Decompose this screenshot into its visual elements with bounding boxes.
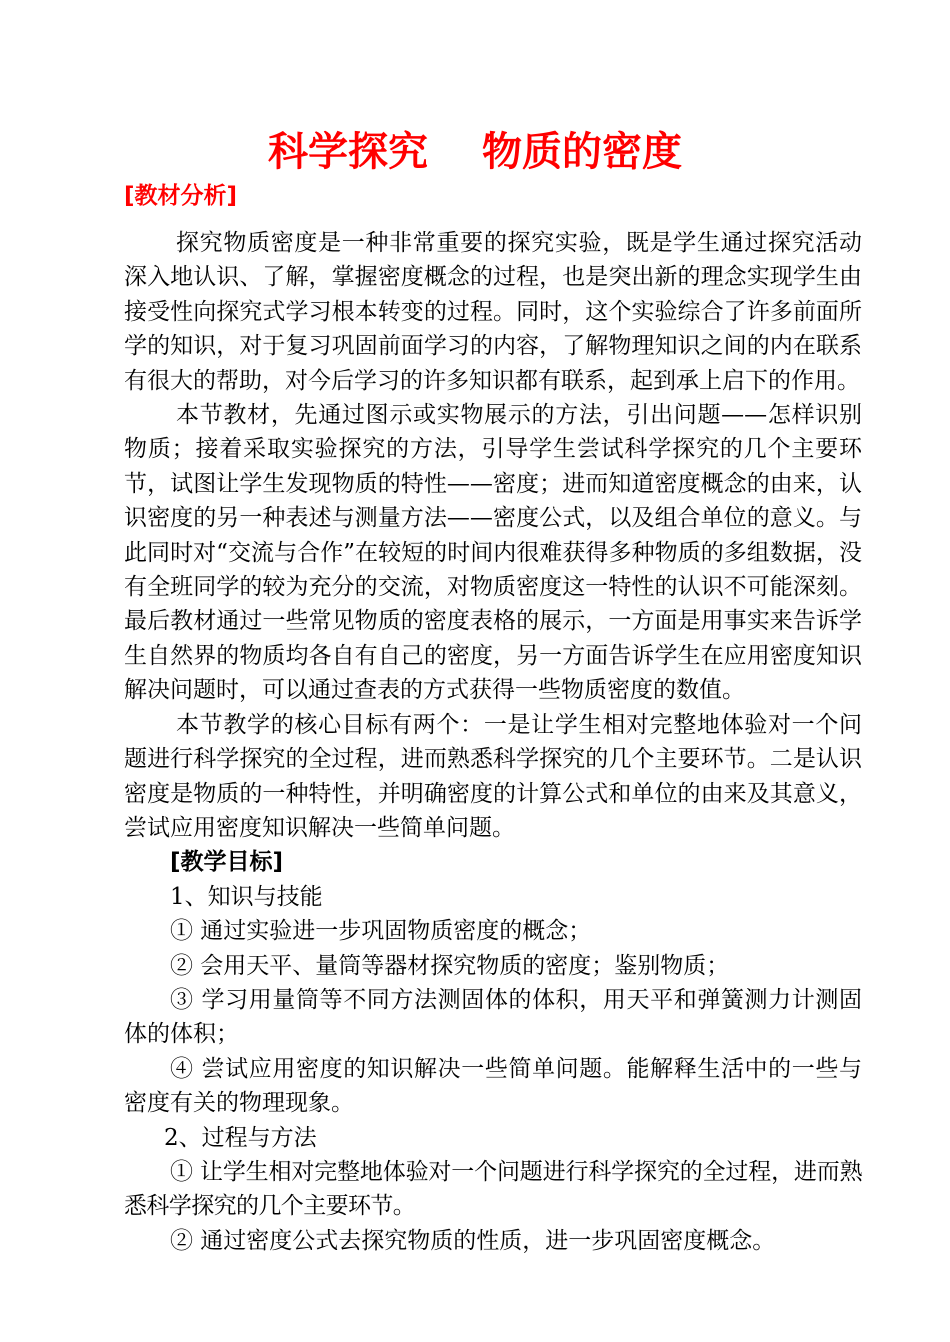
document-body — [124, 226, 862, 1258]
goal-item: ④ 尝试应用密度的知识解决一些简单问题。能解释生活中的一些与密度有关的物理现象。 — [124, 1055, 862, 1117]
goal-item: ① 通过实验进一步巩固物质密度的概念； — [170, 918, 592, 945]
document-title: 科学探究 物质的密度 — [268, 129, 682, 175]
goal-item: ③ 学习用量筒等不同方法测固体的体积，用天平和弹簧测力计测固体的体积； — [124, 986, 862, 1048]
goal-heading-knowledge: 1、知识与技能 — [170, 883, 323, 910]
paragraph: 本节教材，先通过图示或实物展示的方法，引出问题——怎样识别物质；接着采取实验探究的方法，引导学生尝试科学探究的几个主要环节，试图让学生发现物质的特性——密度；进而知道密度概念的由来，认识密度的另一种表述与测量方法——密度公式，以及组合单位的意义。与此同时对“交流与合作”在较短的时间内很难获得多种物质的多组数据，没有全班同学的较为充分的交流，对物质密度这一特性的认识不可能深刻。最后教材通过一些常见物质的密度表格的展示，一方面是用事实来告诉学生自然界的物质均各自有自己的密度，另一方面告诉学生在应用密度知识解决问题时，可以通过查表的方式获得一些物质密度的数值。 — [124, 402, 862, 704]
goal-item: ② 会用天平、量筒等器材探究物质的密度；鉴别物质； — [170, 952, 730, 979]
goal-item: ① 让学生相对完整地体验对一个问题进行科学探究的全过程，进而熟悉科学探究的几个主要环节。 — [124, 1158, 862, 1220]
section-heading-analysis — [124, 181, 237, 211]
paragraph: 探究物质密度是一种非常重要的探究实验，既是学生通过探究活动深入地认识、了解，掌握密度概念的过程，也是突出新的理念实现学生由接受性向探究式学习根本转变的过程。同时，这个实验综合了许多前面所学的知识，对于复习巩固前面学习的内容，了解物理知识之间的内在联系有很大的帮助，对今后学习的许多知识都有联系，起到承上启下的作用。 — [124, 230, 862, 394]
goal-heading-process: 2、过程与方法 — [164, 1124, 317, 1151]
goal-item: ② 通过密度公式去探究物质的性质，进一步巩固密度概念。 — [170, 1227, 776, 1254]
paragraph: 本节教学的核心目标有两个：一是让学生相对完整地体验对一个问题进行科学探究的全过程，进而熟悉科学探究的几个主要环节。二是认识密度是物质的一种特性，并明确密度的计算公式和单位的由来及其意义，尝试应用密度知识解决一些简单问题。 — [124, 711, 862, 841]
section-heading-goals-text: [教学目标] — [170, 849, 284, 876]
section-heading-goals — [124, 845, 862, 879]
section-heading-analysis-text: [教材分析] — [124, 183, 238, 209]
